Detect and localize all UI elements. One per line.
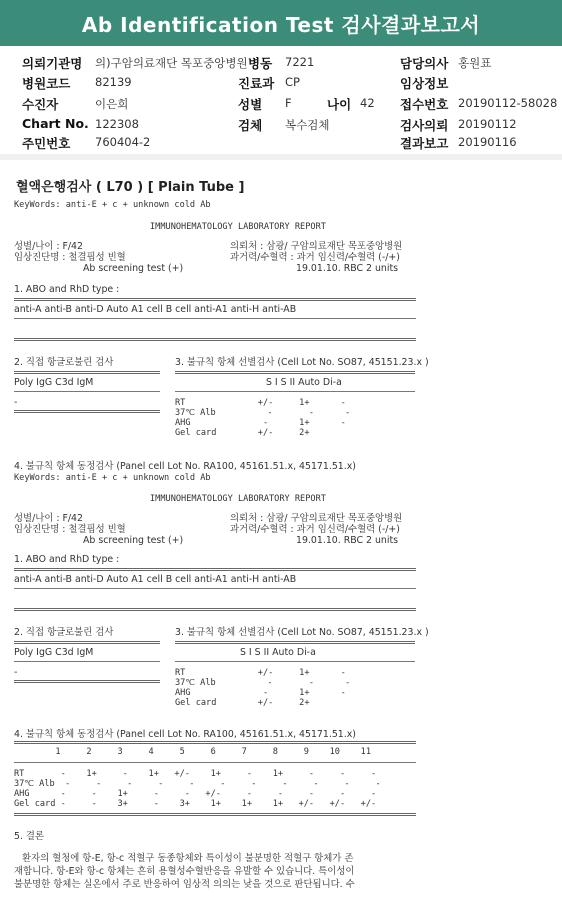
rule	[14, 318, 416, 319]
screen-title: 3. 불규칙 항체 선별검사 (Cell Lot No. SO87, 45151.23.x )	[175, 627, 429, 638]
panel-row: RT - 1+ - 1+ +/- 1+ - 1+ - - -	[14, 769, 377, 779]
history-date-line: 19.01.10. RBC 2 units	[296, 535, 399, 546]
double-rule	[14, 410, 160, 413]
conclusion-line: 환자의 혈청에 항-E, 항-c 적혈구 동종항체와 특이성이 불분명한 적혈구 항체가 존	[22, 853, 354, 864]
double-rule	[14, 641, 160, 644]
dat-value: -	[14, 397, 18, 408]
panel-row: Gel card - - 3+ - 3+ 1+ 1+ 1+ +/- +/- +/-	[14, 799, 377, 809]
lab-report-title: IMMUNOHEMATOLOGY LABORATORY REPORT	[150, 494, 326, 504]
diagnosis-line: 임상진단명 : 철결핍성 빈혈	[14, 252, 126, 263]
doctor-value: 홍원표	[458, 56, 492, 70]
conclusion-line: 재합니다. 항-E와 항-c 항체는 흔히 용혈성수혈반응을 유발할 수 있습니다. 특이성이	[14, 866, 355, 877]
abo-title: 1. ABO and RhD type :	[14, 284, 120, 295]
referral-line: 의뢰처 : 삼광/ 구암의료재단 목포중앙병원	[230, 513, 403, 524]
abo-headers: anti-A anti-B anti-D Auto A1 cell B cell anti-A1 anti-H anti-AB	[14, 304, 297, 315]
diagnosis-line: 임상진단명 : 철결핍성 빈혈	[14, 524, 126, 535]
test-title: 혈액은행검사 ( L70 ) [ Plain Tube ]	[16, 180, 245, 195]
conclusion-title: 5. 결론	[14, 831, 45, 842]
receipt-number-label: 접수번호	[400, 97, 449, 112]
double-rule	[14, 298, 416, 301]
screen-row: RT +/- 1+ -	[175, 668, 346, 678]
hospital-code-value: 82139	[95, 75, 132, 89]
lab-report-title: IMMUNOHEMATOLOGY LABORATORY REPORT	[150, 222, 326, 232]
screen-headers: S I S II Auto Di-a	[266, 377, 342, 388]
age-label: 나이	[327, 97, 352, 112]
resident-number-label: 주민번호	[22, 136, 71, 151]
screen-headers: S I S II Auto Di-a	[240, 647, 316, 658]
double-rule	[14, 813, 416, 816]
referral-line: 의뢰처 : 삼광/ 구암의료재단 목포중앙병원	[230, 241, 403, 252]
ident-title: 4. 불규칙 항체 동정검사 (Panel cell Lot No. RA100, 45161.51.x, 45171.51.x)	[14, 461, 356, 472]
history-line: 과거력/수혈력 : 과거 임신력/수혈력 (-/+)	[230, 252, 400, 263]
screening-line: Ab screening test (+)	[83, 263, 184, 274]
institution-label: 의뢰기관명	[22, 56, 83, 71]
chart-no-label: Chart No.	[22, 116, 89, 131]
hospital-code-label: 병원코드	[22, 76, 71, 91]
request-date-value: 20190112	[458, 117, 517, 131]
sex-value: F	[285, 96, 292, 110]
history-line: 과거력/수혈력 : 과거 임신력/수혈력 (-/+)	[230, 524, 400, 535]
rule	[14, 762, 416, 763]
patient-info-panel	[0, 46, 562, 154]
double-rule	[14, 680, 160, 683]
specimen-value: 복수검체	[285, 118, 330, 132]
rule	[175, 661, 415, 662]
keywords-line: KeyWords: anti-E + c + unknown cold Ab	[14, 473, 211, 483]
double-rule	[175, 371, 415, 374]
sex-age-line: 성별/나이 : F/42	[14, 241, 83, 252]
ident-title: 4. 불규칙 항체 동정검사 (Panel cell Lot No. RA100, 45161.51.x, 45171.51.x)	[14, 729, 356, 740]
sex-age-line: 성별/나이 : F/42	[14, 513, 83, 524]
double-rule	[175, 641, 415, 644]
screen-row: 37℃ Alb - - -	[175, 678, 351, 688]
rule	[14, 661, 160, 662]
screening-line: Ab screening test (+)	[83, 535, 184, 546]
result-date-value: 20190116	[458, 135, 517, 149]
report-header	[0, 0, 562, 46]
report-title: Ab Identification Test 검사결과보고서	[81, 12, 481, 37]
keywords-line: KeyWords: anti-E + c + unknown cold Ab	[14, 200, 211, 210]
screen-row: AHG - 1+ -	[175, 688, 346, 698]
department-value: CP	[285, 75, 300, 89]
result-date-label: 결과보고	[400, 136, 449, 151]
panel-headers: 1 2 3 4 5 6 7 8 9 10 11	[14, 747, 371, 757]
rule	[175, 391, 415, 392]
screen-row: AHG - 1+ -	[175, 418, 346, 428]
dat-headers: Poly IgG C3d IgM	[14, 377, 94, 388]
rule	[14, 588, 416, 589]
rule	[14, 391, 160, 392]
screen-row: Gel card +/- 2+	[175, 698, 310, 708]
double-rule	[14, 741, 416, 744]
panel-row: 37℃ Alb - - - - - - - - - - -	[14, 779, 381, 789]
clinical-info-label: 임상정보	[400, 76, 449, 91]
sex-label: 성별	[238, 97, 263, 112]
screen-title: 3. 불규칙 항체 선별검사 (Cell Lot No. SO87, 45151.23.x )	[175, 357, 429, 368]
abo-headers: anti-A anti-B anti-D Auto A1 cell B cell anti-A1 anti-H anti-AB	[14, 574, 297, 585]
doctor-label: 담당의사	[400, 56, 449, 71]
request-date-label: 검사의뢰	[400, 118, 449, 133]
chart-no-value: 122308	[95, 117, 139, 131]
dat-title: 2. 직접 항글로불린 검사	[14, 357, 114, 368]
history-date-line: 19.01.10. RBC 2 units	[296, 263, 399, 274]
patient-label: 수진자	[22, 97, 59, 112]
institution-value: 의)구암의료재단 목포중앙병원	[95, 56, 248, 70]
age-value: 42	[360, 96, 375, 110]
specimen-label: 검체	[238, 118, 263, 133]
resident-number-value: 760404-2	[95, 135, 151, 149]
conclusion-line: 불분명한 항체는 실온에서 주로 반응하여 임상적 의의는 낮을 것으로 판단됩니다. 수	[14, 879, 355, 890]
receipt-number-value: 20190112-58028	[458, 96, 558, 110]
patient-value: 이은희	[95, 97, 129, 111]
screen-row: RT +/- 1+ -	[175, 398, 346, 408]
report-body	[0, 160, 562, 907]
ward-label: 병동	[248, 56, 273, 71]
double-rule	[14, 371, 160, 374]
double-rule	[14, 338, 416, 341]
department-label: 진료과	[238, 76, 275, 91]
panel-row: AHG - - 1+ - - +/- - - - - -	[14, 789, 377, 799]
abo-title: 1. ABO and RhD type :	[14, 554, 120, 565]
screen-row: Gel card +/- 2+	[175, 428, 310, 438]
dat-headers: Poly IgG C3d IgM	[14, 647, 94, 658]
dat-value: -	[14, 667, 18, 678]
double-rule	[14, 608, 416, 611]
dat-title: 2. 직접 항글로불린 검사	[14, 627, 114, 638]
screen-row: 37℃ Alb - - -	[175, 408, 351, 418]
ward-value: 7221	[285, 55, 315, 69]
double-rule	[14, 568, 416, 571]
